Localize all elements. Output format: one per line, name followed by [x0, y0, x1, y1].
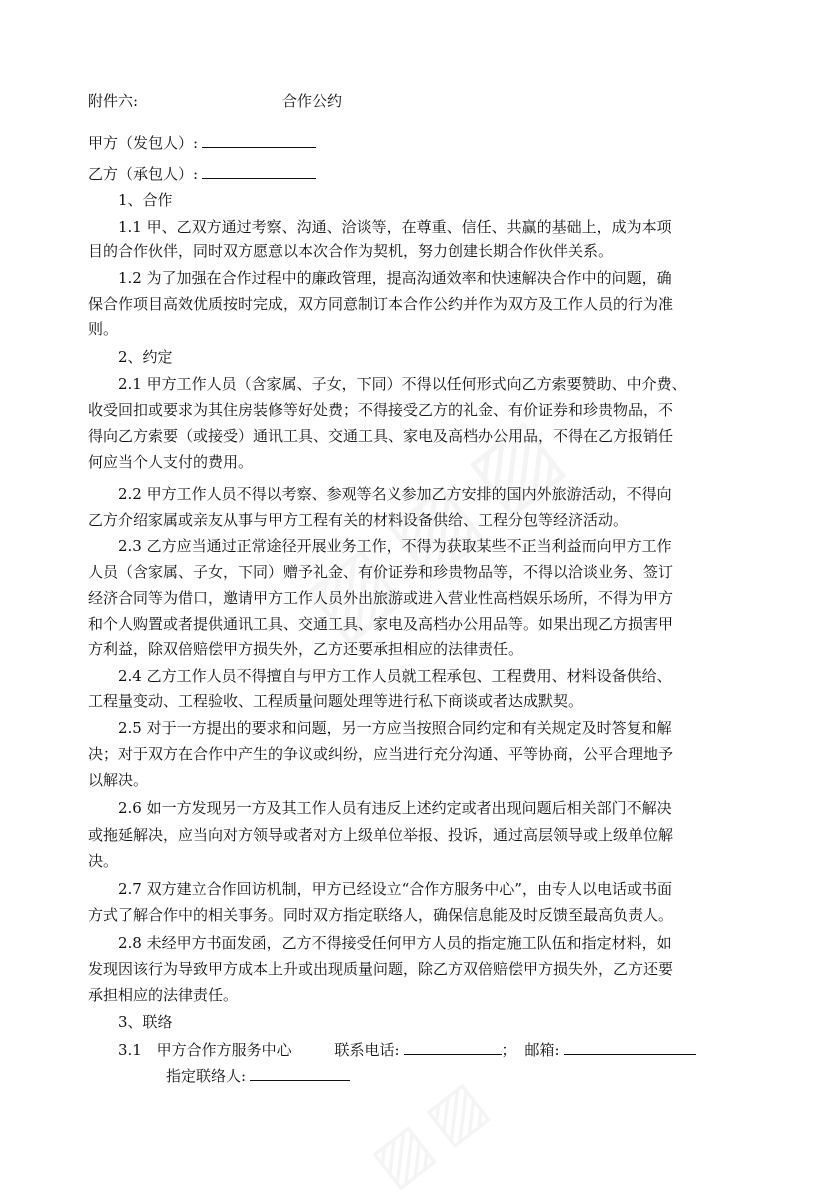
attachment-label: 附件六: — [88, 92, 139, 110]
clause-2-1-line: 2.1 甲方工作人员（含家属、子女，下同）不得以任何形式向乙方索要赞助、中介费、 — [118, 375, 687, 393]
clause-2-3-line: 经济合同等为借口，邀请甲方工作人员外出旅游或进入营业性高档娱乐场所，不得为甲方 — [88, 589, 674, 607]
clause-1-2-line: 则。 — [88, 320, 119, 338]
clause-2-2-line: 2.2 甲方工作人员不得以考察、参观等名义参加乙方安排的国内外旅游活动，不得向 — [118, 485, 672, 503]
party-a-label: 甲方（发包人）: — [88, 134, 199, 152]
email-blank — [564, 1038, 696, 1055]
clause-2-7-line: 方式了解合作中的相关事务。同时双方指定联络人，确保信息能及时反馈至最高负责人。 — [88, 906, 674, 924]
clause-1-1-line: 目的合作伙伴，同时双方愿意以本次合作为契机，努力创建长期合作伙伴关系。 — [88, 242, 614, 260]
contact-person-label: 指定联络人: — [166, 1067, 247, 1085]
clause-2-4-line: 工程量变动、工程验收、工程质量问题处理等进行私下商谈或者达成默契。 — [88, 692, 584, 710]
contact-row — [118, 1038, 778, 1061]
service-center-name: 甲方合作方服务中心 — [156, 1041, 292, 1059]
clause-2-1-line: 收受回扣或要求为其住房装修等好处费；不得接受乙方的礼金、有价证券和珍贵物品，不 — [88, 401, 674, 419]
separator: ； — [501, 1041, 517, 1059]
clause-1-2-line: 保合作项目高效优质按时完成，双方同意制订本合作公约并作为双方及工作人员的行为准 — [88, 295, 674, 313]
party-b-row — [88, 162, 748, 185]
clause-1-2-line: 1.2 为了加强在合作过程中的廉政管理，提高沟通效率和快速解决合作中的问题，确 — [118, 269, 672, 287]
phone-label: 联系电话: — [334, 1041, 400, 1059]
party-b-blank — [202, 162, 316, 179]
contact-person-blank — [250, 1064, 350, 1081]
clause-2-2-line: 乙方介绍家属或亲友从事与甲方工程有关的材料设备供给、工程分包等经济活动。 — [88, 511, 629, 529]
clause-2-3-line: 方利益，除双倍赔偿甲方损失外，乙方还要承担相应的法律责任。 — [88, 640, 524, 658]
clause-3-1-number: 3.1 — [118, 1041, 142, 1059]
email-label: 邮箱: — [524, 1041, 560, 1059]
section-2-heading: 2、约定 — [118, 348, 173, 366]
phone-blank — [404, 1038, 502, 1055]
clause-2-5-line: 决；对于双方在合作中产生的争议或纠纷，应当进行充分沟通、平等协商，公平合理地予 — [88, 745, 674, 763]
contact-person-row — [166, 1064, 566, 1087]
clause-2-1-line: 得向乙方索要（或接受）通讯工具、交通工具、家电及高档办公用品，不得在乙方报销任 — [88, 427, 674, 445]
clause-2-3-line: 2.3 乙方应当通过正常途径开展业务工作，不得为获取某些不正当利益而向甲方工作 — [118, 537, 672, 555]
clause-2-4-line: 2.4 乙方工作人员不得擅自与甲方工作人员就工程承包、工程费用、材料设备供给、 — [118, 667, 672, 685]
clause-1-1-line: 1.1 甲、乙双方通过考察、沟通、洽谈等，在尊重、信任、共赢的基础上，成为本项 — [118, 218, 672, 236]
clause-2-8-line: 发现因该行为导致甲方成本上升或出现质量问题，除乙方双倍赔偿甲方损失外，乙方还要 — [88, 960, 674, 978]
party-a-blank — [202, 131, 316, 148]
party-b-label: 乙方（承包人）: — [88, 165, 199, 183]
clause-2-5-line: 2.5 对于一方提出的要求和问题，另一方应当按照合同约定和有关规定及时答复和解 — [118, 719, 672, 737]
clause-2-1-line: 何应当个人支付的费用。 — [88, 453, 254, 471]
clause-2-8-line: 2.8 未经甲方书面发函，乙方不得接受任何甲方人员的指定施工队伍和指定材料，如 — [118, 934, 672, 952]
clause-2-6-line: 2.6 如一方发现另一方及其工作人员有违反上述约定或者出现问题后相关部门不解决 — [118, 799, 672, 817]
clause-2-8-line: 承担相应的法律责任。 — [88, 986, 239, 1004]
clause-2-7-line: 2.7 双方建立合作回访机制，甲方已经设立“合作方服务中心”，由专人以电话或书面 — [118, 880, 672, 898]
doc-header — [88, 90, 748, 112]
party-a-row — [88, 131, 748, 154]
clause-2-5-line: 以解决。 — [88, 771, 149, 789]
section-1-heading: 1、合作 — [118, 191, 173, 209]
clause-2-3-line: 人员（含家属、子女，下同）赠予礼金、有价证券和珍贵物品等，不得以洽谈业务、签订 — [88, 563, 674, 581]
clause-2-6-line: 或拖延解决，应当向对方领导或者对方上级单位举报、投诉，通过高层领导或上级单位解 — [88, 826, 674, 844]
clause-2-3-line: 和个人购置或者提供通讯工具、交通工具、家电及高档办公用品等。如果出现乙方损害甲 — [88, 615, 674, 633]
section-3-heading: 3、联络 — [118, 1013, 173, 1031]
clause-2-6-line: 决。 — [88, 852, 119, 870]
page-title: 合作公约 — [282, 92, 343, 110]
